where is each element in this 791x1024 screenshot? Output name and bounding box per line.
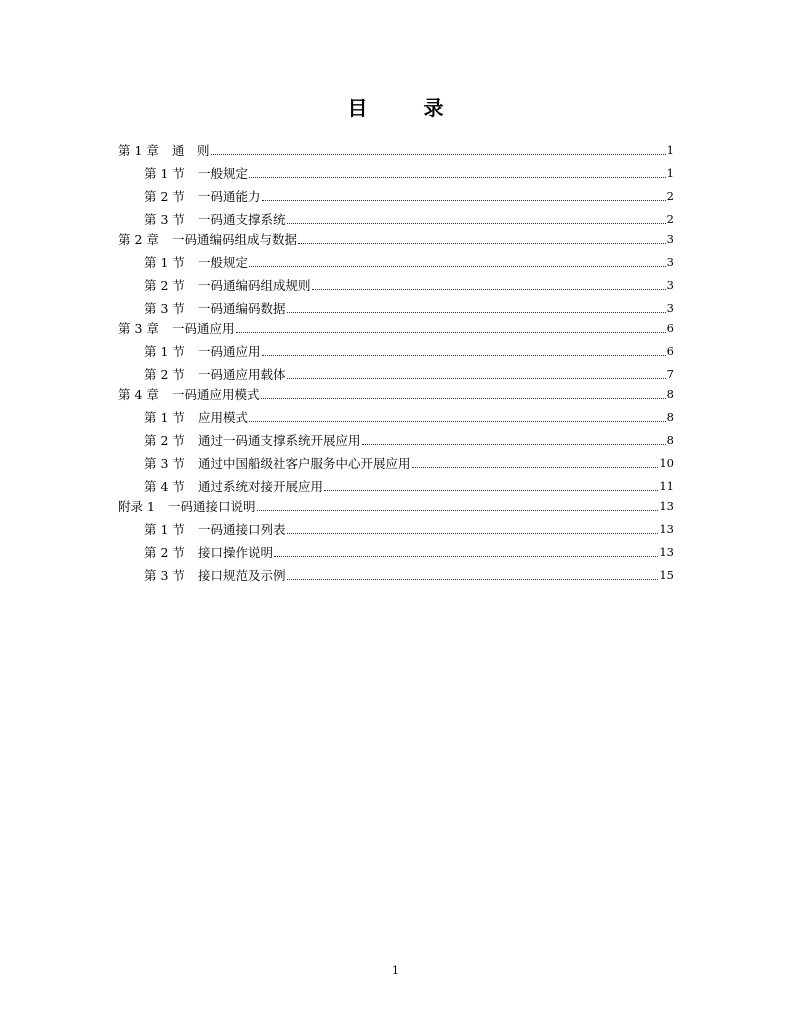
toc-entry-number: 第 3 节 — [144, 568, 185, 583]
toc-entry-number: 第 1 节 — [144, 255, 185, 270]
toc-entry-section[interactable] — [118, 204, 674, 227]
dot-leader — [249, 177, 666, 178]
toc-entry-page: 3 — [666, 278, 674, 292]
toc-entry-page: 3 — [666, 301, 674, 315]
toc-entry-section[interactable] — [118, 181, 674, 204]
toc-entry-page: 10 — [659, 456, 674, 470]
toc-entry-label: 接口规范及示例 — [198, 568, 286, 583]
toc-entry-page: 13 — [659, 545, 674, 559]
toc-entry-page: 2 — [666, 189, 674, 203]
toc-entry-number: 第 1 节 — [144, 410, 185, 425]
dot-leader — [412, 467, 659, 468]
dot-leader — [287, 312, 666, 313]
toc-entry-page: 3 — [666, 232, 674, 246]
toc-entry-section[interactable] — [118, 425, 674, 448]
toc-entry-page: 8 — [666, 433, 674, 447]
dot-leader — [274, 556, 658, 557]
dot-leader — [287, 533, 659, 534]
toc-entry-section[interactable] — [118, 336, 674, 359]
toc-entry-label: 一码通应用载体 — [198, 367, 286, 382]
toc-entry-label: 通过系统对接开展应用 — [198, 479, 324, 494]
toc-entry-number: 第 3 节 — [144, 301, 185, 316]
toc-entry-appendix-1[interactable] — [118, 494, 674, 514]
dot-leader — [262, 200, 666, 201]
dot-leader — [287, 378, 666, 379]
dot-leader — [236, 332, 666, 333]
toc-entry-section[interactable] — [118, 471, 674, 494]
table-of-contents — [118, 137, 674, 583]
toc-entry-section[interactable] — [118, 448, 674, 471]
toc-entry-number: 第 2 节 — [144, 278, 185, 293]
toc-entry-label: 通过中国船级社客户服务中心开展应用 — [198, 456, 411, 471]
toc-entry-number: 第 2 节 — [144, 367, 185, 382]
toc-entry-chapter-1[interactable] — [118, 137, 674, 158]
toc-entry-number: 第 1 节 — [144, 344, 185, 359]
dot-leader — [249, 421, 666, 422]
toc-entry-section[interactable] — [118, 359, 674, 382]
toc-entry-page: 13 — [659, 499, 674, 513]
toc-entry-page: 8 — [666, 387, 674, 401]
toc-entry-chapter-4[interactable] — [118, 382, 674, 402]
toc-entry-page: 11 — [659, 479, 674, 493]
toc-entry-number: 第 3 节 — [144, 456, 185, 471]
toc-entry-label: 一般规定 — [198, 166, 249, 181]
dot-leader — [257, 510, 659, 511]
toc-entry-number: 第 2 节 — [144, 189, 185, 204]
toc-entry-label: 一码通支撑系统 — [198, 212, 286, 227]
toc-title: 目 录 — [347, 96, 462, 120]
toc-entry-label: 应用模式 — [198, 410, 249, 425]
toc-entry-page: 1 — [666, 143, 674, 157]
toc-entry-label: 一码通应用 — [172, 321, 235, 336]
toc-entry-number: 附录 1 — [118, 499, 155, 514]
toc-entry-chapter-2[interactable] — [118, 227, 674, 247]
toc-entry-label: 一般规定 — [198, 255, 249, 270]
toc-entry-number: 第 4 节 — [144, 479, 185, 494]
toc-entry-number: 第 2 章 — [118, 232, 159, 247]
toc-entry-number: 第 1 章 — [118, 143, 159, 158]
toc-entry-number: 第 3 章 — [118, 321, 159, 336]
page-number: 1 — [392, 964, 399, 977]
toc-entry-page: 13 — [659, 522, 674, 536]
toc-entry-label: 一码通编码数据 — [198, 301, 286, 316]
toc-entry-number: 第 3 节 — [144, 212, 185, 227]
toc-entry-section[interactable] — [118, 560, 674, 583]
toc-entry-label: 接口操作说明 — [198, 545, 274, 560]
dot-leader — [312, 289, 666, 290]
toc-entry-label: 通过一码通支撑系统开展应用 — [198, 433, 361, 448]
toc-entry-number: 第 2 节 — [144, 433, 185, 448]
toc-entry-page: 8 — [666, 410, 674, 424]
toc-entry-section[interactable] — [118, 514, 674, 537]
toc-entry-label: 一码通编码组成规则 — [198, 278, 311, 293]
dot-leader — [362, 444, 666, 445]
toc-entry-chapter-3[interactable] — [118, 316, 674, 336]
toc-entry-label: 一码通编码组成与数据 — [172, 232, 298, 247]
toc-entry-page: 1 — [666, 166, 674, 180]
toc-entry-number: 第 4 章 — [118, 387, 159, 402]
toc-entry-label: 一码通接口说明 — [168, 499, 256, 514]
toc-entry-number: 第 1 节 — [144, 522, 185, 537]
dot-leader — [211, 154, 666, 155]
toc-entry-number: 第 2 节 — [144, 545, 185, 560]
dot-leader — [261, 398, 666, 399]
toc-entry-page: 6 — [666, 344, 674, 358]
toc-entry-section[interactable] — [118, 247, 674, 270]
dot-leader — [287, 579, 659, 580]
toc-entry-section[interactable] — [118, 402, 674, 425]
toc-entry-number: 第 1 节 — [144, 166, 185, 181]
toc-entry-page: 3 — [666, 255, 674, 269]
toc-entry-label: 一码通接口列表 — [198, 522, 286, 537]
dot-leader — [324, 490, 658, 491]
toc-entry-label: 通 则 — [172, 143, 210, 158]
toc-entry-section[interactable] — [118, 158, 674, 181]
dot-leader — [249, 266, 666, 267]
toc-entry-page: 7 — [666, 367, 674, 381]
dot-leader — [262, 355, 666, 356]
toc-entry-label: 一码通应用模式 — [172, 387, 260, 402]
toc-entry-section[interactable] — [118, 537, 674, 560]
dot-leader — [298, 243, 666, 244]
toc-entry-page: 6 — [666, 321, 674, 335]
toc-entry-section[interactable] — [118, 270, 674, 293]
toc-entry-page: 2 — [666, 212, 674, 226]
dot-leader — [287, 223, 666, 224]
toc-entry-page: 15 — [659, 568, 674, 582]
toc-entry-section[interactable] — [118, 293, 674, 316]
toc-entry-label: 一码通应用 — [198, 344, 261, 359]
toc-entry-label: 一码通能力 — [198, 189, 261, 204]
